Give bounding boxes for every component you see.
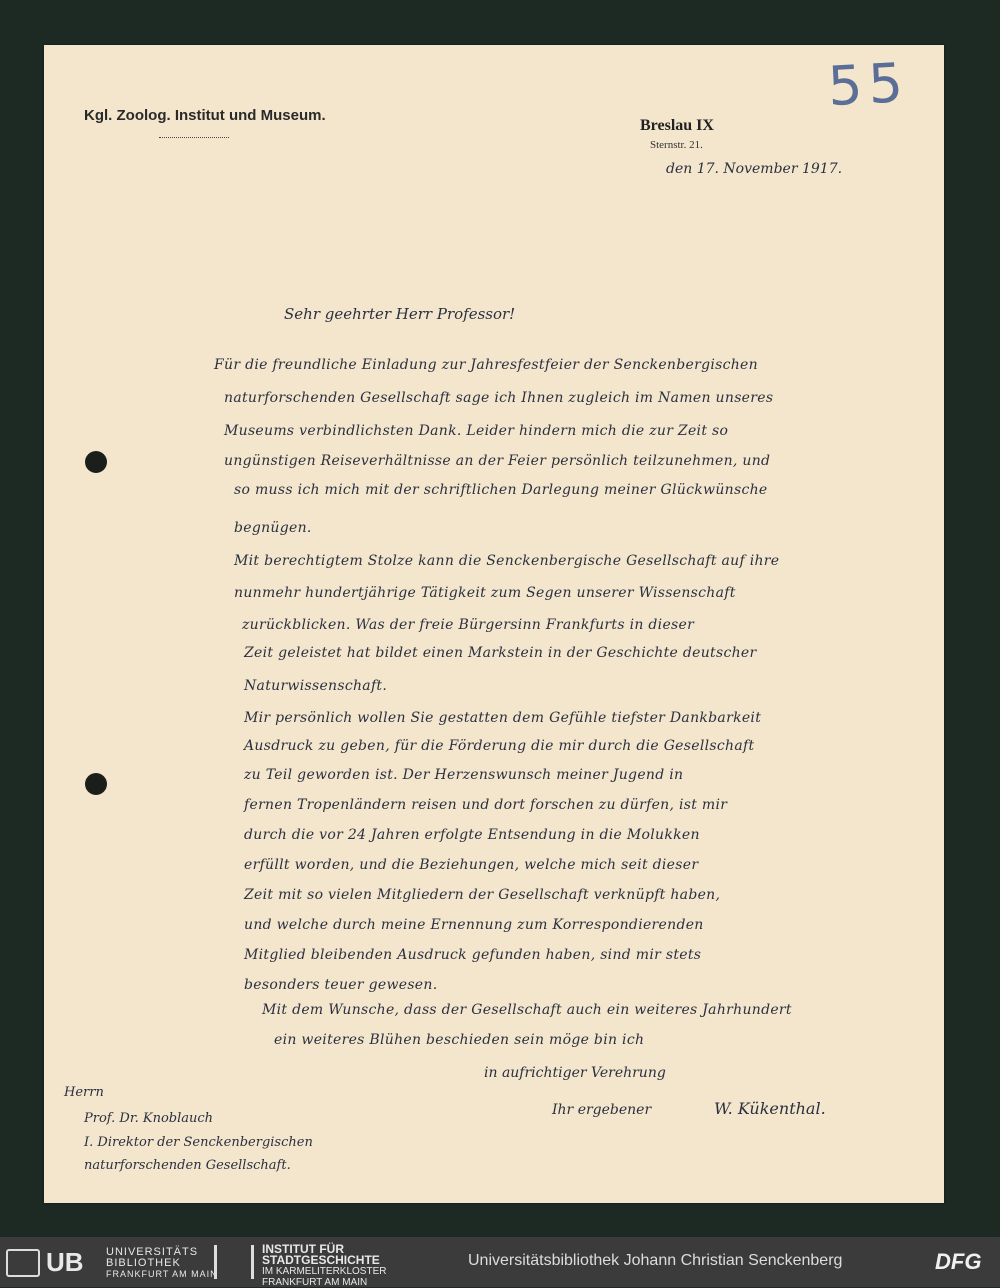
body-line: besonders teuer gewesen. [244, 977, 438, 993]
addressee-line: Prof. Dr. Knoblauch [84, 1111, 214, 1126]
ub-text [106, 1247, 218, 1280]
ifs-columns-icon [214, 1245, 254, 1279]
body-line: Für die freundliche Einladung zur Jahresfestfeier der Senckenbergischen [214, 357, 758, 373]
letterhead-city: Breslau IX [640, 117, 714, 134]
body-line: durch die vor 24 Jahren erfolgte Entsendung in die Molukken [244, 827, 700, 843]
body-line: Zeit mit so vielen Mitgliedern der Gesellschaft verknüpft haben, [244, 887, 721, 903]
letter-closing: in aufrichtiger Verehrung [484, 1065, 666, 1081]
footer-bar [0, 1237, 1000, 1287]
body-line: ungünstigen Reiseverhältnisse an der Feier persönlich teilzunehmen, und [224, 453, 771, 469]
body-line: ein weiteres Blühen beschieden sein möge bin ich [274, 1032, 645, 1048]
letterhead-institution: Kgl. Zoolog. Institut und Museum. [84, 107, 326, 124]
body-line: fernen Tropenländern reisen und dort forschen zu dürfen, ist mir [244, 797, 728, 813]
body-line: Mitglied bleibenden Ausdruck gefunden haben, sind mir stets [244, 947, 702, 963]
body-line: Museums verbindlichsten Dank. Leider hindern mich die zur Zeit so [224, 423, 729, 439]
letterhead-street: Sternstr. 21. [650, 139, 703, 151]
punch-hole-top [85, 451, 107, 473]
punch-hole-bottom [85, 773, 107, 795]
ifs-text [262, 1244, 386, 1288]
addressee-line: Herrn [64, 1085, 104, 1100]
footer-library-name: Universitätsbibliothek Johann Christian Senckenberg [468, 1252, 843, 1269]
ub-seal-icon [6, 1249, 40, 1277]
ub-letters: UB [46, 1247, 84, 1277]
body-line: Mit berechtigtem Stolze kann die Senckenbergische Gesellschaft auf ihre [234, 553, 780, 569]
ub-line: UNIVERSITÄTS [106, 1246, 199, 1258]
dfg-logo: DFG [935, 1249, 982, 1274]
ifs-sub-line: IM KARMELITERKLOSTER [262, 1266, 387, 1277]
letterhead-rule [159, 137, 229, 138]
ifs-line: STADTGESCHICHTE [262, 1253, 380, 1267]
archive-number: 55 [826, 50, 911, 119]
addressee-line: I. Direktor der Senckenbergischen [84, 1135, 313, 1150]
signature-prefix: Ihr ergebener [552, 1102, 652, 1118]
body-line: nunmehr hundertjährige Tätigkeit zum Segen unserer Wissenschaft [234, 585, 736, 601]
body-line: zurückblicken. Was der freie Bürgersinn Frankfurts in dieser [242, 617, 695, 633]
body-line: naturforschenden Gesellschaft sage ich Ihnen zugleich im Namen unseres [224, 390, 774, 406]
ub-line: FRANKFURT AM MAIN [106, 1269, 218, 1279]
letter-date: den 17. November 1917. [666, 161, 843, 177]
body-line: erfüllt worden, und die Beziehungen, welche mich seit dieser [244, 857, 699, 873]
body-line: Naturwissenschaft. [244, 678, 388, 694]
body-line: Mir persönlich wollen Sie gestatten dem Gefühle tiefster Dankbarkeit [244, 710, 762, 726]
body-line: begnügen. [234, 520, 312, 536]
body-line: Mit dem Wunsche, dass der Gesellschaft auch ein weiteres Jahrhundert [262, 1002, 792, 1018]
body-line: Zeit geleistet hat bildet einen Markstein in der Geschichte deutscher [244, 645, 757, 661]
body-line: zu Teil geworden ist. Der Herzenswunsch meiner Jugend in [244, 767, 684, 783]
letter-salutation: Sehr geehrter Herr Professor! [284, 305, 516, 323]
body-line: so muss ich mich mit der schriftlichen Darlegung meiner Glückwünsche [234, 482, 768, 498]
letter-page [44, 45, 944, 1203]
body-line: Ausdruck zu geben, für die Förderung die mir durch die Gesellschaft [244, 738, 755, 754]
body-line: und welche durch meine Ernennung zum Korrespondierenden [244, 917, 704, 933]
signature: W. Kükenthal. [714, 1099, 826, 1118]
ifs-line: INSTITUT FÜR [262, 1242, 344, 1256]
addressee-line: naturforschenden Gesellschaft. [84, 1158, 291, 1173]
ifs-sub-line: FRANKFURT AM MAIN [262, 1277, 368, 1288]
ub-line: BIBLIOTHEK [106, 1257, 181, 1269]
